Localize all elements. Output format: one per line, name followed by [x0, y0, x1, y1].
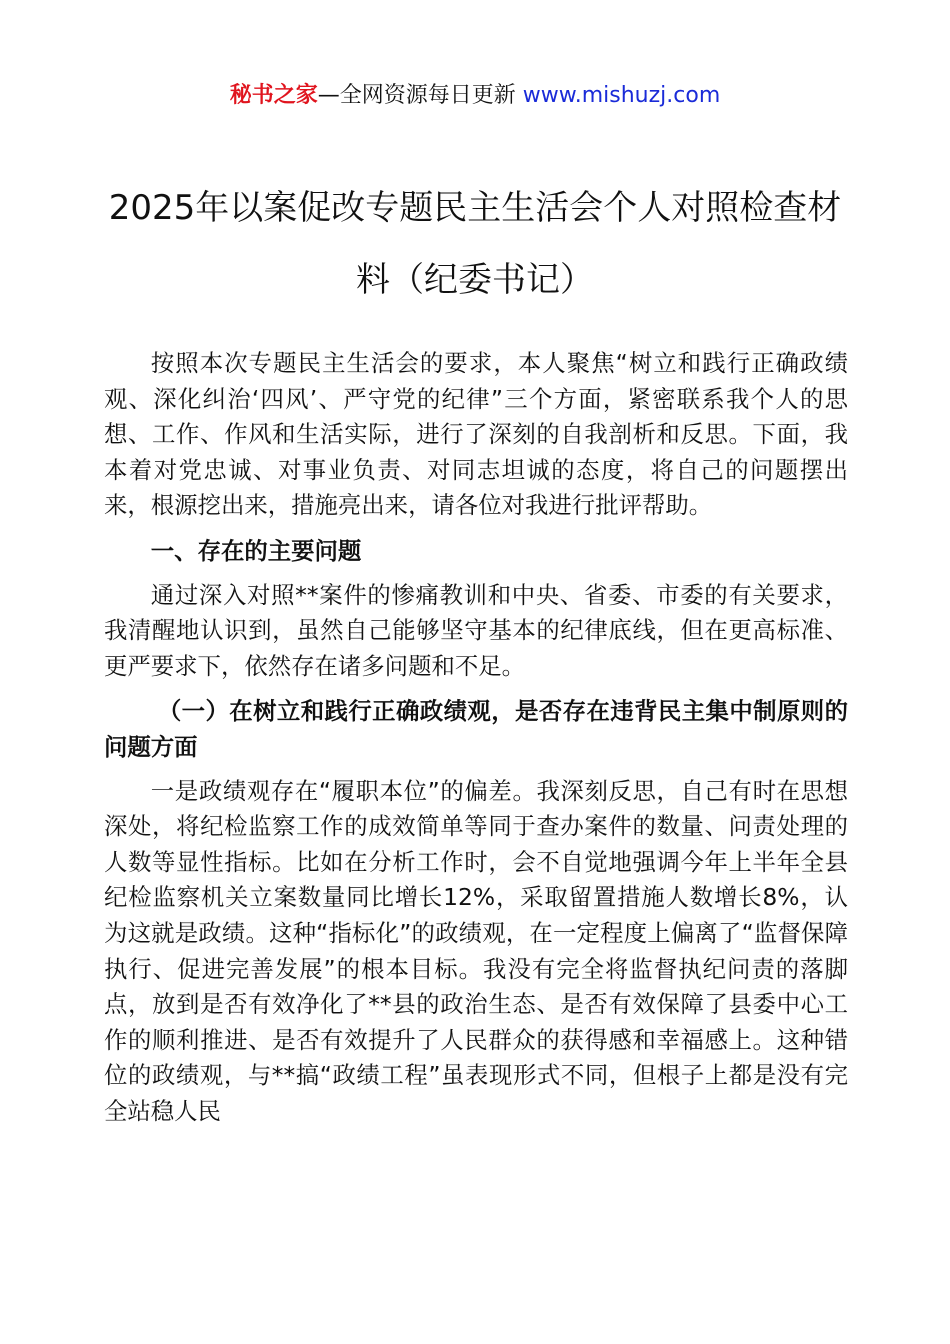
site-header [0, 80, 950, 112]
document-title: 2025年以案促改专题民主生活会个人对照检查材料（纪委书记） [108, 188, 842, 300]
section-intro-paragraph: 通过深入对照**案件的惨痛教训和中央、省委、市委的有关要求，我清醒地认识到，虽然自己能够坚守基本的纪律底线，但在更高标准、更严要求下，依然存在诸多问题和不足。 [104, 580, 848, 680]
document-body [104, 346, 848, 1129]
intro-paragraph: 按照本次专题民主生活会的要求，本人聚焦“树立和践行正确政绩观、深化纠治‘四风’、严守党的纪律”三个方面，紧密联系我个人的思想、工作、作风和生活实际，进行了深刻的自我剖析和反思。下面，我本着对党忠诚、对事业负责、对同志坦诚的态度，将自己的问题摆出来，根源挖出来，措施亮出来，请各位对我进行批评帮助。 [104, 349, 848, 520]
subsection-heading: （一）在树立和践行正确政绩观，是否存在违背民主集中制原则的问题方面 [104, 697, 848, 761]
site-url-link[interactable]: www.mishuzj.com [522, 83, 721, 108]
subsection-body-paragraph: 一是政绩观存在“履职本位”的偏差。我深刻反思，自己有时在思想深处，将纪检监察工作的成效简单等同于查办案件的数量、问责处理的人数等显性指标。比如在分析工作时，会不自觉地强调今年上半年全县纪检监察机关立案数量同比增长12%，采取留置措施人数增长8%，认为这就是政绩。这种“指标化”的政绩观，在一定程度上偏离了“监督保障执行、促进完善发展”的根本目标。我没有完全将监督执纪问责的落脚点，放到是否有效净化了**县的政治生态、是否有效保障了县委中心工作的顺利推进、是否有效提升了人民群众的获得感和幸福感上。这种错位的政绩观，与**搞“政绩工程”虽表现形式不同，但根子上都是没有完全站稳人民 [104, 776, 848, 1125]
site-tagline: —全网资源每日更新 [317, 83, 523, 108]
section-heading: 一、存在的主要问题 [150, 536, 362, 565]
site-brand: 秘书之家 [229, 83, 318, 108]
